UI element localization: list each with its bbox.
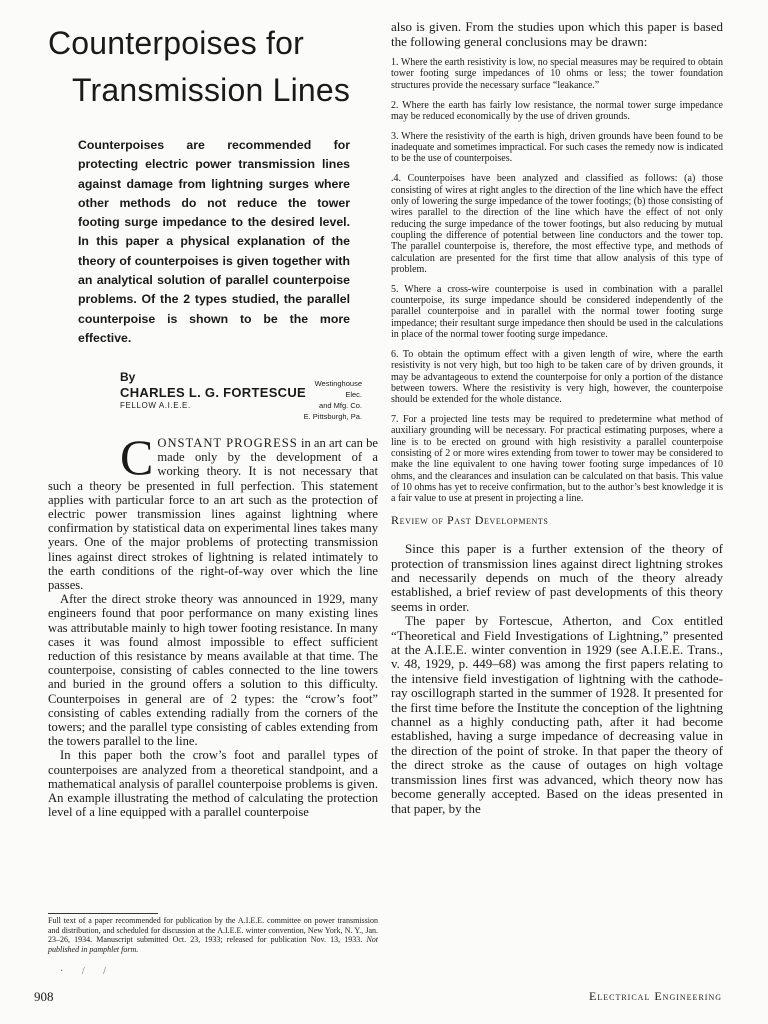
affiliation-line: E. Pittsburgh, Pa. — [303, 412, 362, 421]
conclusion-item: 1. Where the earth resistivity is low, no special measures may be required to obtain tower footing surge impedances of 10 ohms or less; the tower foundation structures provide the necessary surface “leakance.” — [391, 57, 723, 91]
conclusion-item: 2. Where the earth has fairly low resistance, the normal tower surge impedance may be reduced economically by the use of driven grounds. — [391, 99, 723, 122]
lead-in: ONSTANT PROGRESS — [157, 436, 298, 450]
byline-by: By — [120, 370, 136, 384]
conclusion-item: 7. For a projected line tests may be required to predetermine what method of auxiliary grounding will be necessary. For practical estimating purposes, where a line is to be erected on ground with high resistivity a parallel counterpoise consisting of 2 or more wires extending from tower to tower may be considered to make the line equivalent to one having tower footing surge impedances of 10 ohms, and the clearances and insulation can be calculated on that basis. This value of 10 ohms has yet to receive confirmation, but to the author’s best knowledge it is a fair value to use at present in projecting a line. — [391, 414, 723, 505]
conclusion-item: .4. Counterpoises have been analyzed and classified as follows: (a) those consisting of wires at right angles to the direction of the line which have the effect only of lowering the surge impedance of the tower footings; (b) those consisting of wires parallel to the direction of the line which have the effect of not only reducing the surge impedance of the tower footings, but also reducing by mutual coupling the difference of potential between line conductors and the tower top. The parallel counterpoise is, therefore, the most effective type, and methods of calculation are presented for the first time that allow analysis of this type of problem. — [391, 173, 723, 275]
author-membership: FELLOW A.I.E.E. — [120, 401, 191, 410]
drop-cap: C — [120, 429, 154, 485]
body-paragraph: In this paper both the crow’s foot and parallel types of counterpoises are analyzed from a theoretical standpoint, and a mathematical analysis of parallel counterpoise problems is given. An example illustrating the method of calculating the protection level of a line equipped with a parallel counterpoise — [48, 748, 378, 820]
affiliation-line: Westinghouse Elec. — [314, 379, 362, 399]
journal-name: Electrical Engineering — [589, 989, 722, 1003]
stray-marks: · / / — [60, 966, 114, 977]
conclusion-item: 5. Where a cross-wire counterpoise is used in combination with a parallel counterpoise, its surge impedance should be considered independently of the parallel counterpoise and in parallel with the normal tower footing surge impedance; their resultant surge impedance then should be used in the calculations in place of the normal tower footing surge impedance. — [391, 283, 723, 340]
paragraph-text: in an art can be made only by the development of a working theory. It is not necessary that such a theory be presented in full perfection. This statement applies with particular force to an art such as the protection of electric power transmission lines against lightning where confirmation by statistical data on experimental lines takes many years. One of the major problems of protecting transmission lines against direct strokes of lightning is related intimately to the earth conditions of the right-of-way over which the line passes. — [48, 436, 378, 593]
section-heading: Review of Past Developments — [391, 513, 549, 528]
body-paragraph: Since this paper is a further extension of the theory of protection of transmission lines against direct lightning strokes and necessarily depends on much of the theory already established, a brief review of past developments of this theory seems in order. — [391, 541, 723, 614]
title-line-1: Counterpoises for — [48, 25, 304, 61]
conclusion-item: 3. Where the resistivity of the earth is high, driven grounds have been found to be inadequate and sometimes impractical. For such cases the remedy now is indicated to be the use of counterpoises. — [391, 130, 723, 165]
body-paragraph: The paper by Fortescue, Atherton, and Cox entitled “Theoretical and Field Investigations of Lightning,” presented at the A.I.E.E. winter convention in 1929 (see A.I.E.E. Trans., v. 48, 1929, p. 449–68) was among the first papers relating to the intensive field investigation of lightning with the cathode-ray oscillograph started in the summer of 1928. It presented for the first time before the Institute the conception of the lightning channel as a highly conducting path, after it had become established, having a surge impedance of decreasing value in the direction of the point of stroke. In that paper the theory of the direct stroke as the cause of outages on high voltage transmission lines first was advanced, which theory now has become generally accepted. Based on the ideas presented in that paper, by the — [391, 613, 723, 816]
footnote-text: Full text of a paper recommended for publication by the A.I.E.E. committee on power transmission and distribution, and scheduled for discussion at the A.I.E.E. winter convention, New York, N. Y., Jan. 23–26, 1934. Manuscript submitted Oct. 23, 1933; released for publication Nov. 13, 1933. — [48, 916, 378, 945]
body-paragraph — [48, 429, 378, 593]
footnote-italic: Not published in pamphlet form. — [48, 935, 378, 954]
author-name: CHARLES L. G. FORTESCUE — [120, 385, 307, 400]
right-column — [391, 20, 723, 816]
page-number: 908 — [34, 989, 54, 1004]
title-line-2: Transmission Lines — [72, 72, 351, 108]
article-title — [48, 20, 368, 114]
abstract: Counterpoises are recommended for protecting electric power transmission lines against damage from lightning surges where other methods do not reduce the tower footing surge impedance to the desired level. In this paper a physical explanation of the theory of counterpoises is given together with an analytical solution of parallel counterpoise problems. Of the 2 types studied, the parallel counterpoise is shown to be the more effective. — [78, 138, 350, 345]
conclusion-item: 6. To obtain the optimum effect with a given length of wire, where the earth resistivity is not very high, but too high to be taken care of by driven grounds, it may be advantageous to extend the counterpoise for only a portion of the distance between towers. Where the resistivity is very high, however, the counterpoise should be extended for the whole distance. — [391, 348, 723, 406]
intro-paragraph: also is given. From the studies upon which this paper is based the following general conclusions may be drawn: — [391, 19, 723, 49]
body-paragraph: After the direct stroke theory was announced in 1929, many engineers found that poor performance on many existing lines was attributable mainly to high tower footing resistance. In many cases it was found almost impossible to effect sufficient reduction of this resistance by means available at that time. The counterpoise, consisting of cables connected to the line towers and buried in the ground offers a solution to this difficulty. Counterpoises in general are of 2 types: the “crow’s foot” consisting of cables extending radially from the corners of the towers; and the parallel type consisting of cables extending from the towers parallel to the line. — [48, 592, 378, 749]
footnote-rule — [48, 913, 158, 914]
body-text-left — [48, 429, 378, 820]
author-affiliation — [302, 378, 362, 422]
body-text-right — [391, 542, 723, 816]
affiliation-line: and Mfg. Co. — [319, 401, 362, 410]
conclusions-list — [391, 57, 723, 505]
footnote — [48, 916, 378, 954]
